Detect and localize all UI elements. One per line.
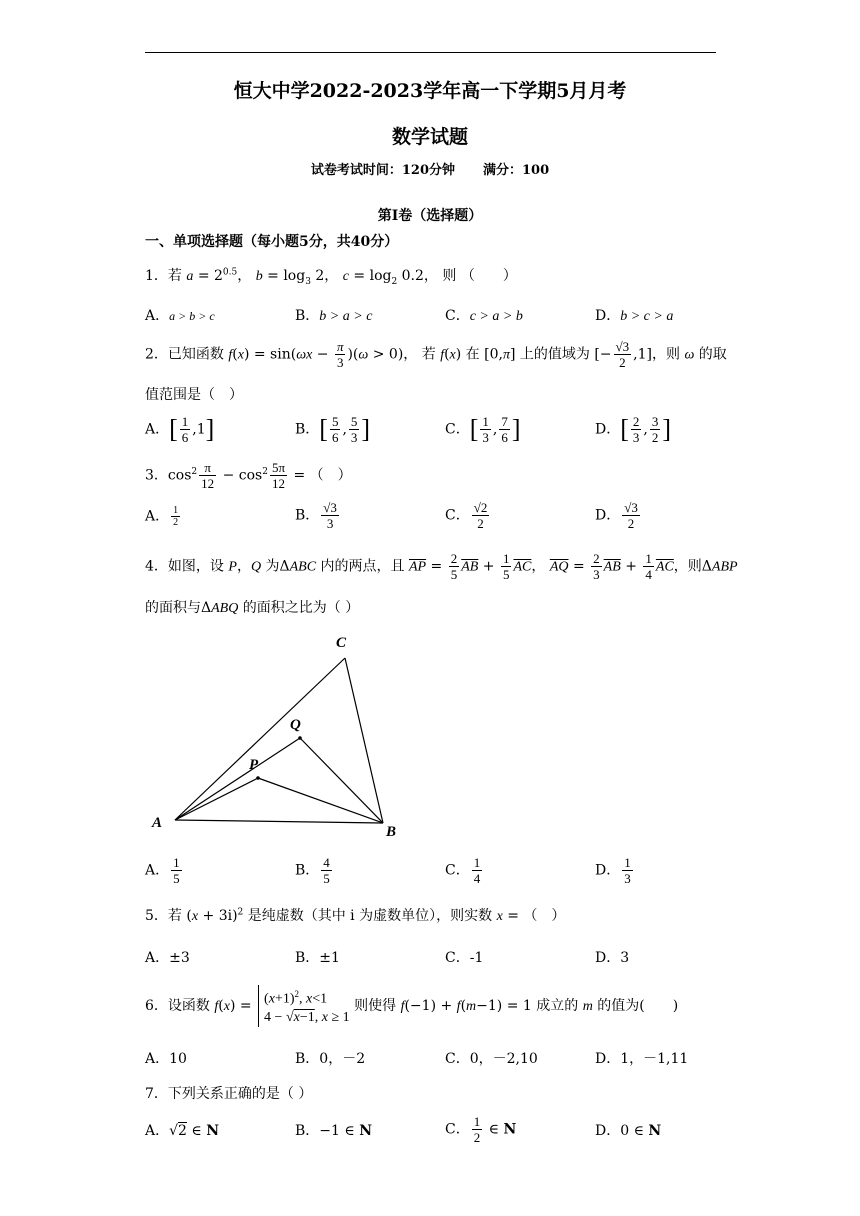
q7-option-c[interactable]: C． $\frac{1}{2}$ ∈ N: [445, 1114, 517, 1145]
q7-option-d[interactable]: D．0 ∈ N: [595, 1123, 662, 1139]
q2-option-c[interactable]: C．[ $\frac{1}{3}$ , $\frac{7}{6}$ ]: [445, 414, 521, 445]
edge-ac: [175, 658, 345, 820]
q5-option-a[interactable]: A．±3: [145, 950, 190, 966]
q4-option-a[interactable]: A． $\frac{1}{5}$: [145, 855, 180, 886]
label-b: B: [386, 824, 397, 840]
question-4-line-1: 4．如图，设 P，Q 为ΔABC 内的两点，且 $\overline{AP}$ = $\frac{2}{5}$ $\overline{AB}$ + $\frac{1}{5}$ $\overline{AC}$， $\overline{AQ}$ = $\frac{2}{3}$ $\overline{AB}$ + $\frac{1}{4}$ $\overline{AC}$，则ΔABP: [145, 551, 738, 582]
label-a: A: [152, 815, 163, 831]
q6-option-b[interactable]: B．0，－2: [295, 1051, 366, 1067]
question-2-line-1: 2．已知函数 f(x) = sin(ωx − $\frac{\pi}{3}$ )(ω > 0)， 若 f(x) 在 [0,π] 上的值域为 [− $\frac{√3}{2}$ ,1]，则 ω 的取: [145, 339, 727, 370]
segment-aq: [175, 738, 300, 820]
q4-option-d[interactable]: D． $\frac{1}{3}$: [595, 855, 631, 886]
question-4-line-2: 的面积与ΔABQ 的面积之比为（ ）: [145, 600, 360, 616]
point-q: [298, 736, 302, 740]
question-7: 7．下列关系正确的是（ ）: [145, 1086, 313, 1102]
segment-ap: [175, 778, 258, 820]
point-p: [256, 776, 260, 780]
q1-option-d[interactable]: D．b > c > a: [595, 308, 674, 324]
q3-option-c[interactable]: C． $\frac{√2}{2}$: [445, 500, 488, 531]
q1-option-a[interactable]: A．a > b > c: [145, 308, 215, 324]
question-1: 1．若 $a = 2^{0.5}$， $b = \log_3 2$， $c = \log_2 0.2$， 则 （ ）: [145, 267, 517, 287]
question-5: 5．若 $(x + 3i)^2$ 是纯虚数（其中 i 为虚数单位），则实数 x = （ ）: [145, 907, 566, 924]
q7-option-a[interactable]: A．√2 ∈ N: [145, 1123, 220, 1139]
q4-option-c[interactable]: C． $\frac{1}{4}$: [445, 855, 481, 886]
q1-option-b[interactable]: B．b > a > c: [295, 308, 373, 324]
time-label: 试卷考试时间：120分钟: [310, 163, 455, 178]
q5-option-c[interactable]: C．-1: [445, 950, 484, 966]
q2-option-d[interactable]: D．[ $\frac{2}{3}$ , $\frac{3}{2}$ ]: [595, 414, 672, 445]
question-number: 2．: [145, 346, 168, 363]
label-c: C: [336, 635, 347, 651]
question-number: 5．: [145, 908, 168, 924]
question-number: 3．: [145, 467, 168, 484]
question-2-line-2: 值范围是（ ）: [145, 387, 243, 403]
q3-option-d[interactable]: D． $\frac{√3}{2}$: [595, 500, 638, 531]
question-3: 3．$\cos^2$ $\frac{\pi}{12}$ − $\cos^2$ $\frac{5\pi}{12}$ = （ ）: [145, 460, 352, 491]
q2-option-a[interactable]: A．[ $\frac{1}{6}$ ,1]: [145, 414, 215, 445]
q5-option-d[interactable]: D．3: [595, 950, 630, 966]
edge-cb: [345, 658, 383, 823]
q7-option-b[interactable]: B．−1 ∈ N: [295, 1123, 372, 1139]
q6-option-a[interactable]: A．10: [145, 1051, 187, 1067]
q6-option-c[interactable]: C．0，－2,10: [445, 1051, 538, 1067]
q1-option-c[interactable]: C．c > a > b: [445, 308, 523, 324]
question-6: 6．设函数 f(x) = $(x+1)^2$, x<1 4 − √x−1, x ≥ 1 则使得 f(−1) + f(m−1) = 1 成立的 m 的值为( ): [145, 985, 678, 1027]
question-number: 6．: [145, 997, 168, 1014]
question-number: 4．: [145, 558, 168, 575]
q2-option-b[interactable]: B．[ $\frac{5}{6}$ , $\frac{5}{3}$ ]: [295, 414, 371, 445]
section-heading: 一、单项选择题（每小题5分，共40分）: [145, 234, 399, 250]
volume-heading: 第Ⅰ卷（选择题）: [377, 208, 483, 224]
q5-option-b[interactable]: B．±1: [295, 950, 340, 966]
edge-ab: [175, 820, 383, 823]
score-label: 满分：100: [483, 163, 550, 178]
label-q: Q: [290, 717, 301, 733]
question-number: 1．: [145, 268, 168, 284]
segment-qb: [300, 738, 383, 823]
label-p: P: [249, 757, 259, 773]
q6-option-d[interactable]: D．1，－1,11: [595, 1051, 689, 1067]
q3-option-b[interactable]: B． $\frac{√3}{3}$: [295, 500, 337, 531]
q3-option-a[interactable]: A． $\frac{1}{2}$: [145, 505, 179, 528]
q4-option-b[interactable]: B． $\frac{4}{5}$: [295, 855, 330, 886]
exam-subtitle: 数学试题: [391, 126, 468, 148]
header-rule: [145, 52, 716, 53]
triangle-diagram: [140, 628, 410, 840]
question-number: 7．: [145, 1086, 168, 1102]
segment-pb: [258, 778, 383, 823]
exam-info: [0, 159, 860, 178]
exam-title: 恒大中学2022-2023学年高一下学期5月月考: [233, 80, 627, 102]
